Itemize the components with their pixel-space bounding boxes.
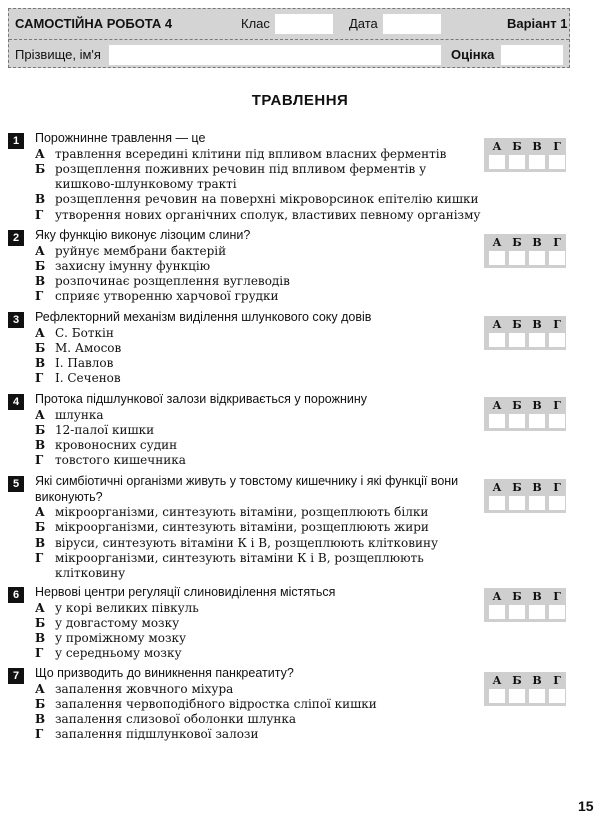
answer-cell-letter: Г xyxy=(553,236,561,249)
answer-cell xyxy=(507,397,527,431)
answer-cell xyxy=(547,672,567,706)
option-letter: Б xyxy=(35,696,46,711)
question-number: 3 xyxy=(8,312,24,328)
answer-cell-letter: В xyxy=(532,481,542,494)
answer-cell xyxy=(487,397,507,431)
answer-cell xyxy=(527,234,547,268)
page-number: 15 xyxy=(578,798,594,814)
answer-cell-letter: А xyxy=(492,481,502,494)
answer-grid xyxy=(484,234,566,268)
question-text: Рефлекторний механізм виділення шлункового соку довів xyxy=(35,310,372,324)
option-text: клітковину xyxy=(55,566,126,581)
option-text: запалення слизової оболонки шлунка xyxy=(55,712,297,727)
option-letter: А xyxy=(35,505,45,519)
option-text: мікроорганізми, синтезують вітаміни К і В, розщеплюють xyxy=(55,550,424,565)
question-text: Порожнинне травлення — це xyxy=(35,131,206,145)
answer-checkbox[interactable] xyxy=(529,605,545,619)
option-letter: А xyxy=(35,146,45,161)
option-letter: А xyxy=(35,600,45,615)
option-letter: А xyxy=(35,681,45,696)
answer-checkbox[interactable] xyxy=(549,496,565,510)
answer-checkbox[interactable] xyxy=(509,496,525,510)
option-letter: А xyxy=(35,407,45,422)
answer-cell xyxy=(547,397,567,431)
option-text: шлунка xyxy=(55,407,104,422)
option-letter: Г xyxy=(35,207,44,222)
answer-cell-letter: Б xyxy=(512,318,522,331)
answer-cell xyxy=(527,672,547,706)
option-letter: Б xyxy=(35,520,46,535)
question-number: 7 xyxy=(8,668,24,684)
answer-cell-letter: А xyxy=(492,399,502,412)
answer-cell xyxy=(487,138,507,172)
answer-cell xyxy=(507,316,527,350)
option-letter: Г xyxy=(35,453,44,468)
option-text: запалення підшлункової залози xyxy=(55,727,259,742)
answer-cell xyxy=(487,316,507,350)
option-letter: В xyxy=(35,438,46,453)
option-letter: Б xyxy=(35,258,46,273)
answer-cell xyxy=(527,138,547,172)
option-letter: В xyxy=(35,712,46,727)
option-letter: А xyxy=(35,325,45,340)
answer-cell xyxy=(527,316,547,350)
answer-checkbox[interactable] xyxy=(509,333,525,347)
option-text: сприяє утворенню харчової грудки xyxy=(55,289,279,304)
class-label: Клас xyxy=(241,16,270,31)
grade-label: Оцінка xyxy=(451,47,495,62)
header-row-bottom xyxy=(9,39,569,70)
answer-checkbox[interactable] xyxy=(529,496,545,510)
answer-checkbox[interactable] xyxy=(529,414,545,428)
answer-checkbox[interactable] xyxy=(509,689,525,703)
answer-cell-letter: Б xyxy=(512,481,522,494)
option-text: М. Амосов xyxy=(55,340,122,355)
answer-checkbox[interactable] xyxy=(529,689,545,703)
answer-cell-letter: Г xyxy=(553,140,561,153)
class-field[interactable] xyxy=(275,14,333,34)
option-letter: Г xyxy=(35,550,44,565)
answer-cell-letter: Г xyxy=(553,590,561,603)
option-text: руйнує мембрани бактерій xyxy=(55,243,227,258)
answer-cell xyxy=(487,672,507,706)
answer-cell xyxy=(527,397,547,431)
option-text: І. Павлов xyxy=(55,356,114,371)
option-letter: Г xyxy=(35,371,44,386)
answer-checkbox[interactable] xyxy=(489,251,505,265)
question-text: Протока підшлункової залози відкривається у порожнину xyxy=(35,392,367,406)
question-number: 6 xyxy=(8,587,24,603)
answer-checkbox[interactable] xyxy=(489,333,505,347)
answer-grid xyxy=(484,479,566,513)
answer-cell-letter: А xyxy=(492,318,502,331)
option-letter: Б xyxy=(35,615,46,630)
answer-cell-letter: Б xyxy=(512,399,522,412)
answer-cell-letter: Б xyxy=(512,674,522,687)
option-letter: Б xyxy=(35,422,46,437)
option-text: мікроорганізми, синтезують вітаміни, розщеплюють жири xyxy=(55,520,429,535)
answer-checkbox[interactable] xyxy=(489,414,505,428)
answer-cell-letter: А xyxy=(492,590,502,603)
answer-grid xyxy=(484,138,566,172)
answer-cell xyxy=(487,234,507,268)
option-letter: В xyxy=(35,631,46,646)
option-text: розщеплення речовин на поверхні мікроворсинок епітелію кишки xyxy=(55,192,479,207)
option-text: С. Боткін xyxy=(55,325,114,340)
question-text: Які симбіотичні організми живуть у товстому кишечнику і які функції вони xyxy=(35,474,459,488)
answer-cell-letter: Б xyxy=(512,590,522,603)
answer-checkbox[interactable] xyxy=(509,605,525,619)
page-title: ТРАВЛЕННЯ xyxy=(251,92,349,109)
answer-cell-letter: Г xyxy=(553,399,561,412)
name-field[interactable] xyxy=(109,45,441,65)
answer-cell xyxy=(547,588,567,622)
answer-grid xyxy=(484,672,566,706)
option-text: мікроорганізми, синтезують вітаміни, розщеплюють білки xyxy=(55,505,429,519)
option-text: віруси, синтезують вітаміни К і В, розщеплюють клітковину xyxy=(55,535,439,550)
question-number: 5 xyxy=(8,476,24,492)
answer-cell xyxy=(507,479,527,513)
answer-checkbox[interactable] xyxy=(489,155,505,169)
option-text: у корі великих півкуль xyxy=(55,600,199,615)
answer-checkbox[interactable] xyxy=(489,496,505,510)
option-letter: В xyxy=(35,192,46,207)
answer-checkbox[interactable] xyxy=(489,605,505,619)
answer-cell-letter: Б xyxy=(512,236,522,249)
answer-checkbox[interactable] xyxy=(549,333,565,347)
option-text: кишково-шлунковому тракті xyxy=(55,177,237,192)
answer-checkbox[interactable] xyxy=(529,333,545,347)
option-text: у проміжному мозку xyxy=(55,631,187,646)
answer-cell xyxy=(487,479,507,513)
answer-cell-letter: А xyxy=(492,236,502,249)
answer-cell-letter: В xyxy=(532,399,542,412)
answer-cell xyxy=(547,138,567,172)
option-text: І. Сеченов xyxy=(55,371,121,386)
date-label: Дата xyxy=(349,16,378,31)
answer-checkbox[interactable] xyxy=(549,155,565,169)
answer-cell-letter: В xyxy=(532,140,542,153)
option-letter: В xyxy=(35,274,46,289)
answer-checkbox[interactable] xyxy=(549,689,565,703)
answer-cell xyxy=(527,588,547,622)
option-text: кровоносних судин xyxy=(55,438,178,453)
answer-cell-letter: В xyxy=(532,318,542,331)
variant-label: Варіант 1 xyxy=(507,16,568,31)
answer-cell xyxy=(487,588,507,622)
option-text: 12-палої кишки xyxy=(55,422,155,437)
question-number: 2 xyxy=(8,230,24,246)
answer-checkbox[interactable] xyxy=(509,414,525,428)
option-letter: Б xyxy=(35,340,46,355)
question-text: Нервові центри регуляції слиновиділення містяться xyxy=(35,585,336,599)
option-text: травлення всередині клітини під впливом власних ферментів xyxy=(55,146,447,161)
answer-cell xyxy=(507,138,527,172)
answer-checkbox[interactable] xyxy=(489,689,505,703)
worksheet-title: САМОСТІЙНА РОБОТА 4 xyxy=(15,16,173,31)
name-label: Прізвище, ім'я xyxy=(15,47,101,62)
answer-checkbox[interactable] xyxy=(529,155,545,169)
header-row-top xyxy=(9,9,569,39)
answer-grid xyxy=(484,316,566,350)
answer-cell-letter: Г xyxy=(553,318,561,331)
answer-cell-letter: В xyxy=(532,674,542,687)
answer-cell-letter: А xyxy=(492,674,502,687)
answer-checkbox[interactable] xyxy=(529,251,545,265)
answer-checkbox[interactable] xyxy=(549,251,565,265)
answer-cell-letter: В xyxy=(532,236,542,249)
option-text: у довгастому мозку xyxy=(55,615,180,630)
option-letter: В xyxy=(35,356,46,371)
option-text: у середньому мозку xyxy=(55,646,182,661)
answer-checkbox[interactable] xyxy=(549,605,565,619)
option-text: товстого кишечника xyxy=(55,453,186,468)
option-text: запалення червоподібного відростка сліпої кишки xyxy=(55,696,377,711)
option-text: розщеплення поживних речовин під впливом ферментів у xyxy=(55,161,427,176)
question-text: Яку функцію виконує лізоцим слини? xyxy=(35,228,251,242)
question-number: 1 xyxy=(8,133,24,149)
answer-checkbox[interactable] xyxy=(509,155,525,169)
answer-cell xyxy=(527,479,547,513)
option-letter: Б xyxy=(35,161,46,176)
answer-cell-letter: Г xyxy=(553,674,561,687)
answer-cell xyxy=(547,316,567,350)
question-text: Що призводить до виникнення панкреатиту? xyxy=(35,666,294,680)
option-text: розпочинає розщеплення вуглеводів xyxy=(55,274,290,289)
option-text: захисну імунну функцію xyxy=(55,258,211,273)
worksheet-header xyxy=(8,8,570,68)
answer-cell xyxy=(507,234,527,268)
answer-cell xyxy=(547,479,567,513)
answer-grid xyxy=(484,397,566,431)
answer-checkbox[interactable] xyxy=(549,414,565,428)
option-letter: В xyxy=(35,535,46,550)
answer-checkbox[interactable] xyxy=(509,251,525,265)
answer-cell-letter: В xyxy=(532,590,542,603)
option-text: запалення жовчного міхура xyxy=(55,681,234,696)
option-letter: А xyxy=(35,243,45,258)
answer-grid xyxy=(484,588,566,622)
answer-cell xyxy=(507,672,527,706)
answer-cell xyxy=(507,588,527,622)
answer-cell xyxy=(547,234,567,268)
option-text: утворення нових органічних сполук, властивих певному організму xyxy=(55,207,481,222)
answer-cell-letter: А xyxy=(492,140,502,153)
option-letter: Г xyxy=(35,289,44,304)
question-text-continued: виконують? xyxy=(35,489,103,504)
option-letter: Г xyxy=(35,727,44,742)
option-letter: Г xyxy=(35,646,44,661)
answer-cell-letter: Б xyxy=(512,140,522,153)
date-field[interactable] xyxy=(383,14,441,34)
grade-field[interactable] xyxy=(501,45,563,65)
question-number: 4 xyxy=(8,394,24,410)
answer-cell-letter: Г xyxy=(553,481,561,494)
